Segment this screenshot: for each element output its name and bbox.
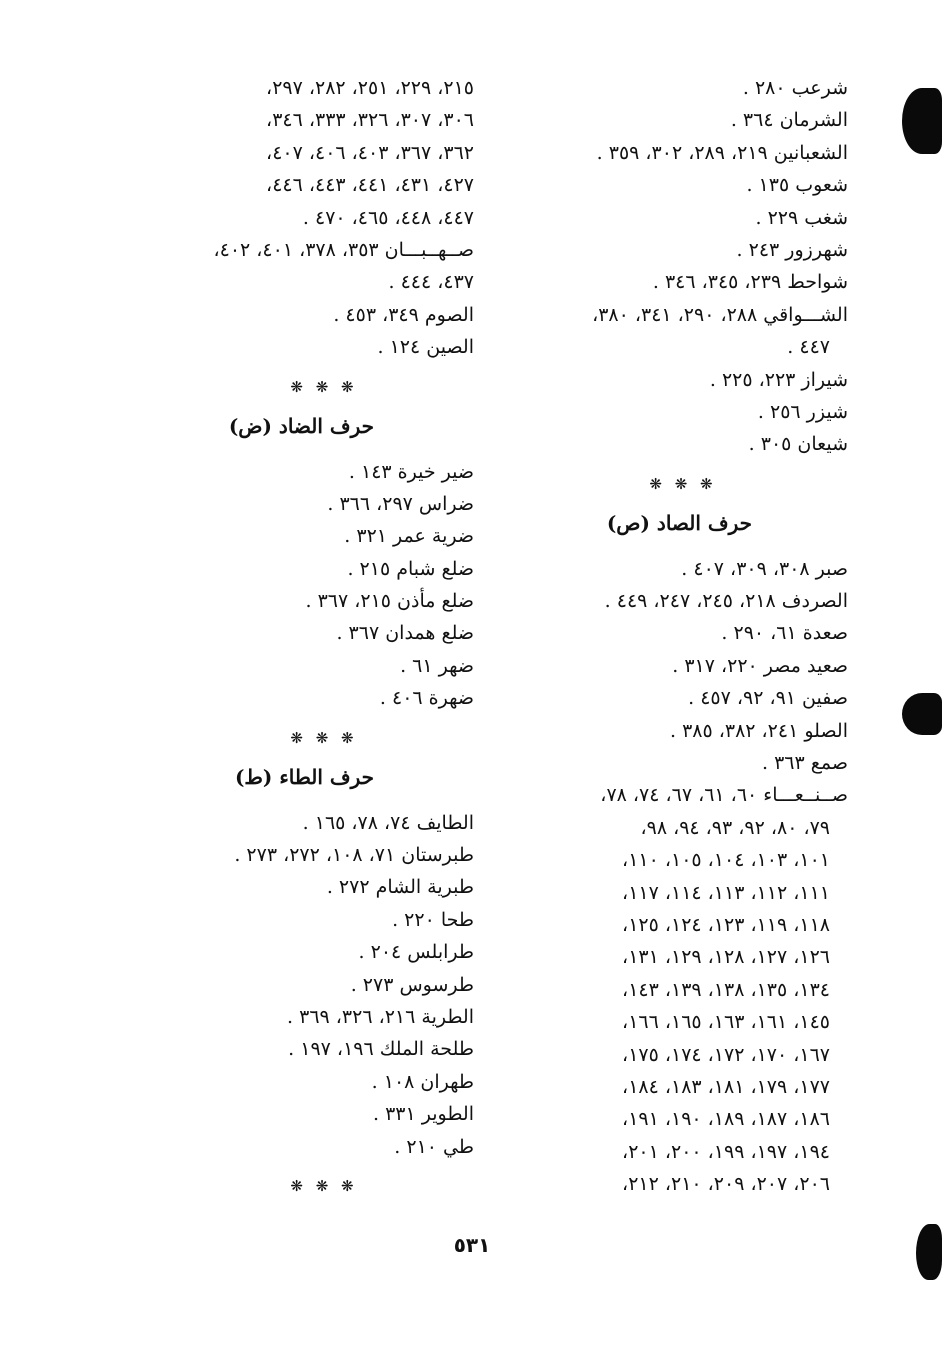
index-entry-continuation: ٢٠٦، ٢٠٧، ٢٠٩، ٢١٠، ٢١٢، xyxy=(622,1173,830,1196)
section-heading-dad: حرف الضاد (ض) xyxy=(228,413,374,438)
section-heading-ta: حرف الطاء (ط) xyxy=(234,764,374,789)
index-entry: الشـــواقي ٢٨٨، ٢٩٠، ٣٤١، ٣٨٠، xyxy=(592,303,848,326)
index-entry: صــنــعـــاء ٦٠، ٦١، ٦٧، ٧٤، ٧٨، xyxy=(600,784,848,807)
index-entry: الطايف ٧٤، ٧٨، ١٦٥ . xyxy=(302,811,474,834)
section-separator: ❋ ❋ ❋ xyxy=(649,474,717,493)
index-entry: طهران ١٠٨ . xyxy=(371,1070,474,1093)
index-entry: الصردف ٢١٨، ٢٤٥، ٢٤٧، ٤٤٩ . xyxy=(604,590,848,613)
index-entry: شعوب ١٣٥ . xyxy=(746,174,848,197)
sad-entries xyxy=(518,553,848,1201)
right-column xyxy=(518,72,848,1201)
index-entry: ضرية عمر ٣٢١ . xyxy=(344,525,474,548)
index-entry-continuation: ٤٢٧، ٤٣١، ٤٤١، ٤٤٣، ٤٤٦، xyxy=(266,174,474,197)
index-entry: شغب ٢٢٩ . xyxy=(755,206,848,229)
ink-blot xyxy=(902,88,942,154)
index-entry-continuation: ١١٨، ١١٩، ١٢٣، ١٢٤، ١٢٥، xyxy=(622,913,830,936)
index-entry: ضهر ٦١ . xyxy=(400,654,474,677)
index-entry: طرابلس ٢٠٤ . xyxy=(358,941,474,964)
index-entry-continuation: ٢١٥، ٢٢٩، ٢٥١، ٢٨٢، ٢٩٧، xyxy=(266,77,474,99)
index-entry-continuation: ٧٩، ٨٠، ٩٢، ٩٣، ٩٤، ٩٨، xyxy=(640,816,830,839)
index-entry: طبرية الشام ٢٧٢ . xyxy=(326,876,474,899)
index-entry: طلحة الملك ١٩٦، ١٩٧ . xyxy=(288,1038,474,1061)
index-entry: صبر ٣٠٨، ٣٠٩، ٤٠٧ . xyxy=(681,557,848,580)
ink-blot xyxy=(902,693,942,735)
section-heading-sad: حرف الصاد (ص) xyxy=(606,510,752,535)
index-entry: صفين ٩١، ٩٢، ٤٥٧ . xyxy=(688,687,848,710)
dad-entries xyxy=(174,456,474,715)
page-number: ٥٣١ xyxy=(453,1233,491,1257)
index-entry: صعدة ٦١، ٢٩٠ . xyxy=(721,622,848,645)
index-entry: شيزر ٢٥٦ . xyxy=(757,400,848,423)
index-entry: طي ٢١٠ . xyxy=(394,1135,474,1158)
index-entry-continuation: ١٨٦، ١٨٧، ١٨٩، ١٩٠، ١٩١، xyxy=(622,1108,830,1131)
index-entry: ضهرة ٤٠٦ . xyxy=(379,687,474,710)
index-entry: ضراس ٢٩٧، ٣٦٦ . xyxy=(327,492,474,515)
index-entry: الشرمان ٣٦٤ . xyxy=(730,109,848,132)
index-entry: ضلع مأذن ٢١٥، ٣٦٧ . xyxy=(305,590,474,613)
index-entry-continuation: ١٢٦، ١٢٧، ١٢٨، ١٢٩، ١٣١، xyxy=(622,946,830,969)
index-entry: الصين ١٢٤ . xyxy=(377,336,474,359)
index-entry: شيعان ٣٠٥ . xyxy=(748,433,848,456)
index-entry: الصلو ٢٤١، ٣٨٢، ٣٨٥ . xyxy=(669,719,848,742)
index-entry-continuation: ٣٦٢، ٣٦٧، ٤٠٣، ٤٠٦، ٤٠٧، xyxy=(266,141,474,164)
index-entry: شيراز ٢٢٣، ٢٢٥ . xyxy=(709,368,848,391)
index-entry-continuation: ١١١، ١١٢، ١١٣، ١١٤، ١١٧، xyxy=(622,881,830,904)
index-entry: شواحط ٢٣٩، ٣٤٥، ٣٤٦ . xyxy=(652,271,848,294)
index-entry: ضلع همدان ٣٦٧ . xyxy=(336,622,474,645)
index-entry-continuation: ٤٤٧ . xyxy=(787,336,830,359)
section-separator: ❋ ❋ ❋ xyxy=(290,1176,358,1195)
index-entry: شهرزور ٢٤٣ . xyxy=(736,238,848,261)
shin-entries xyxy=(518,72,848,461)
section-separator: ❋ ❋ ❋ xyxy=(290,377,358,396)
index-entry-continuation: ١٩٤، ١٩٧، ١٩٩، ٢٠٠، ٢٠١، xyxy=(622,1140,830,1163)
index-entry: طرسوس ٢٧٣ . xyxy=(350,973,474,996)
section-separator: ❋ ❋ ❋ xyxy=(290,728,358,747)
index-entry: ضير خيرة ١٤٣ . xyxy=(348,460,474,483)
index-entry-continuation: ٤٣٧، ٤٤٤ . xyxy=(388,271,474,294)
index-entry: صعيد مصر ٢٢٠، ٣١٧ . xyxy=(672,654,848,677)
index-entry: صــهــبـــان ٣٥٣، ٣٧٨، ٤٠١، ٤٠٢، xyxy=(213,238,474,261)
index-entry-continuation: ١٣٤، ١٣٥، ١٣٨، ١٣٩، ١٤٣، xyxy=(622,978,830,1001)
index-entry-continuation: ١٧٧، ١٧٩، ١٨١، ١٨٣، ١٨٤، xyxy=(622,1075,830,1098)
index-entry: الشعبانين ٢١٩، ٢٨٩، ٣٠٢، ٣٥٩ . xyxy=(596,141,848,164)
index-entry: طبرستان ٧١، ١٠٨، ٢٧٢، ٢٧٣ . xyxy=(234,844,474,867)
index-entry-continuation: ٣٠٦، ٣٠٧، ٣٢٦، ٣٣٣، ٣٤٦، xyxy=(266,109,474,132)
index-entry: الصوم ٣٤٩، ٤٥٣ . xyxy=(333,303,474,326)
index-entry-continuation: ١٠١، ١٠٣، ١٠٤، ١٠٥، ١١٠، xyxy=(622,849,830,872)
index-entry-continuation: ٤٤٧، ٤٤٨، ٤٦٥، ٤٧٠ . xyxy=(302,206,474,229)
index-entry: طحا ٢٢٠ . xyxy=(392,908,474,931)
sad-continued-entries xyxy=(174,72,474,364)
index-entry: الطرية ٢١٦، ٣٢٦، ٣٦٩ . xyxy=(287,1005,474,1028)
index-entry: ضلع شبام ٢١٥ . xyxy=(347,557,474,580)
index-entry-continuation: ١٤٥، ١٦١، ١٦٣، ١٦٥، ١٦٦، xyxy=(622,1011,830,1034)
ta-entries xyxy=(174,807,474,1163)
index-entry: شرعب ٢٨٠ . xyxy=(742,77,848,99)
index-entry: الطوير ٣٣١ . xyxy=(373,1103,474,1126)
index-entry: صمع ٣٦٣ . xyxy=(762,752,848,775)
index-entry-continuation: ١٦٧، ١٧٠، ١٧٢، ١٧٤، ١٧٥، xyxy=(622,1043,830,1066)
left-column xyxy=(174,72,474,1203)
